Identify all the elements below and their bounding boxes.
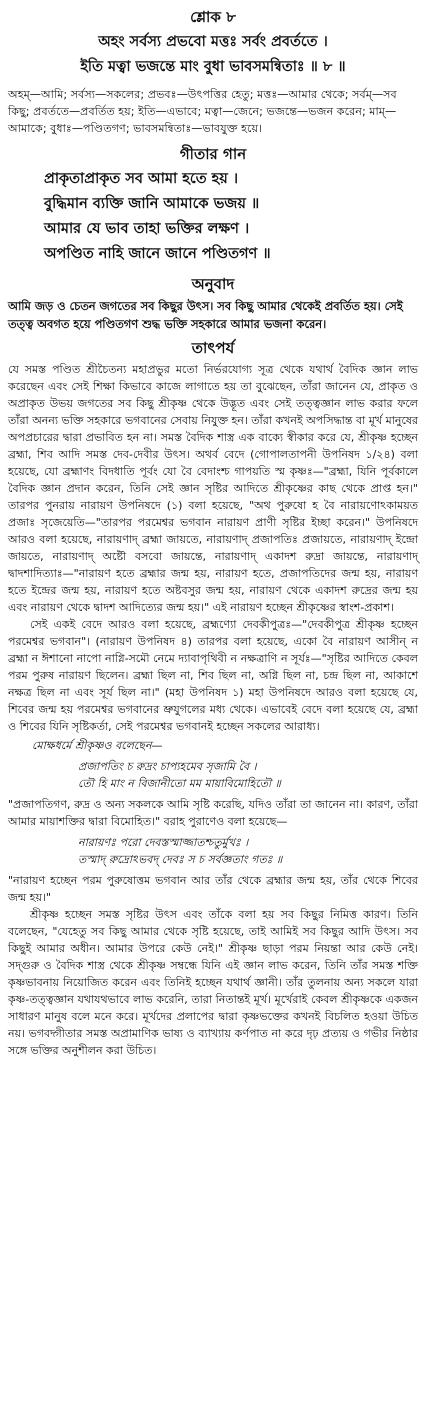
- purport-paragraph: "প্রজাপতিগণ, রুদ্র ও অন্য সকলকে আমি সৃষ্টি করেছি, যদিও তাঁরা তা জানেন না। কারণ, তাঁরা আমার মায়াশক্তির দ্বারা বিমোহিত।" বরাহ পুরাণেও বলা হয়েছে—: [8, 798, 418, 828]
- song-line: আমার যে ভাব তাহা ভক্তির লক্ষণ ।: [44, 221, 250, 237]
- quote-line: তৌ হি মাং ন বিজানীতো মম মায়াবিমোহিতৌ ॥: [78, 777, 281, 790]
- song-line: প্রাকৃতাপ্রাকৃত সব আমা হতে হয় ।: [44, 171, 239, 187]
- sanskrit-quote: [78, 834, 418, 868]
- translation-text: আমি জড় ও চেতন জগতের সব কিছুর উৎস। সব কিছু আমার থেকেই প্রবর্তিত হয়। সেই তত্ত্ব অবগত হয়ে পণ্ডিতগণ শুদ্ধ ভক্তি সহকারে আমার ভজনা করেন।: [8, 299, 403, 331]
- purport-paragraph: সেই একই বেদে আরও বলা হয়েছে, ব্রহ্মণ্যো দেবকীপুত্রঃ—"দেবকীপুত্র শ্রীকৃষ্ণ হচ্ছেন পরমেশ্বর ভগবান"। (নারায়ণ উপনিষদ ৪) তারপর বলা হয়েছে, একো বৈ নারায়ণ আসীন্ ন ব্রহ্মা ন ঈশানো নাপো নাগ্নি-সমৌ নেমে দ্যাবাপৃথিবী ন নক্ষত্রাণি ন সূর্যঃ—"সৃষ্টির আদিতে কেবল পরম পুরুষ নারায়ণ ছিলেন। ব্রহ্মা ছিল না, শিব ছিল না, অগ্নি ছিল না, চন্দ্র ছিল না, আকাশে নক্ষত্র ছিল না এবং সূর্য ছিল না।" (মহা উপনিষদ ১) মহা উপনিষদে আরও বলা হয়েছে যে, শিবের জন্ম হয় পরমেশ্বর ভগবানের ভ্রুযুগলের মধ্য থেকে। এভাবেই বেদে বলা হয়েছে যে, ব্রহ্মা ও শিবের যিনি সৃষ্টিকর্তা, সেই পরমেশ্বর ভগবানই হচ্ছেন সকলের আরাধ্য।: [8, 618, 418, 733]
- purport-paragraph: যে সমস্ত পণ্ডিত শ্রীচৈতন্য মহাপ্রভুর মতো নির্ভরযোগ্য সূত্র থেকে যথার্থ বৈদিক জ্ঞান লাভ করেছেন এবং সেই শিক্ষা কিভাবে কাজে লাগাতে হয় তা বুঝেছেন, তাঁরা জানেন যে, প্রাকৃত ও অপ্রাকৃত উভয় জগতের সব কিছু শ্রীকৃষ্ণ থেকে উদ্ভূত এবং সেই তত্ত্বজ্ঞান লাভ করার ফলে তাঁরা অনন্য ভক্তি সহকারে ভগবানের সেবায় নিযুক্ত হন। তাঁরা কখনই অপসিদ্ধান্ত বা মূর্খ মানুষের অপপ্রচারের দ্বারা প্রভাবিত হন না। সমস্ত বৈদিক শাস্ত্র এক বাক্যে স্বীকার করে যে, শ্রীকৃষ্ণ হচ্ছেন ব্রহ্মা, শিব আদি সমস্ত দেব-দেবীর উৎস। অথর্ব বেদে (গোপালতাপনী উপনিষদ ১/২৪) বলা হয়েছে, যো ব্রহ্মাণং বিদধাতি পূর্বং যো বৈ বেদাংশ্চ গাপয়তি স্ম কৃষ্ণঃ—"ব্রহ্মা, যিনি পূর্বকালে বৈদিক জ্ঞান প্রদান করেন, তিনি সেই জ্ঞান সৃষ্টির আদিতে শ্রীকৃষ্ণের কাছ থেকে প্রাপ্ত হন।" তারপর পুনরায় নারায়ণ উপনিষদে (১) বলা হয়েছে, "অথ পুরুষো হ বৈ নারায়ণোঽকাময়ত প্রজাঃ সৃজেয়েতি—"তারপর পরমেশ্বর ভগবান নারায়ণ প্রাণী সৃষ্টির ইচ্ছা করেন।" উপনিষদে আরও বলা হয়েছে, নারায়ণাদ্ ব্রহ্মা জায়তে, নারায়ণাদ্ প্রজাপতিঃ প্রজায়তে, নারায়ণাদ্ ইন্দ্রো জায়তে, নারায়ণাদ্ অষ্টৌ বসবো জায়ন্তে, নারায়ণাদ্ একাদশ রুদ্রা জায়ন্তে, নারায়ণাদ্ দ্বাদশাদিত্যাঃ—"নারায়ণ হতে ব্রহ্মার জন্ম হয়, নারায়ণ হতে, প্রজাপতিদের জন্ম হয়, নারায়ণ হতে ইন্দ্রের জন্ম হয়, নারায়ণ হতে অষ্টবসুর জন্ম হয়, নারায়ণ থেকে একাদশ রুদ্রের জন্ম হয় এবং নারায়ণ থেকে দ্বাদশ আদিত্যের জন্ম হয়।" এই নারায়ণ হচ্ছেন শ্রীকৃষ্ণের স্বাংশ-প্রকাশ।: [8, 363, 418, 614]
- verse-line: ইতি মত্বা ভজন্তে মাং বুধা ভাবসমন্বিতাঃ ॥ ৮ ॥: [80, 59, 346, 75]
- quote-line: নারায়ণঃ পরো দেবস্তস্মাজ্জাতশ্চতুর্মুখঃ ।: [78, 836, 249, 849]
- sanskrit-verse: [8, 30, 418, 80]
- verse-line: অহং সর্বস্য প্রভবো মত্তঃ সর্বং প্রবর্ততে ।: [98, 34, 328, 50]
- verse-number-title: শ্লোক ৮: [190, 8, 236, 26]
- word-meanings: অহম্—আমি; সর্বস্য—সকলের; প্রভবঃ—উৎপত্তির হেতু; মত্তঃ—আমার থেকে; সর্বম্—সব কিছু; প্রবর্ততে—প্রবর্তিত হয়; ইতি—এভাবে; মত্বা—জেনে; ভজন্তে—ভজন করেন; মাম্—আমাকে; বুধাঃ—পণ্ডিতগণ; ভাবসমন্বিতাঃ—ভাবযুক্ত হয়ে।: [8, 88, 397, 135]
- purport-body: [8, 361, 418, 1059]
- purport-paragraph: শ্রীকৃষ্ণ হচ্ছেন সমস্ত সৃষ্টির উৎস এবং তাঁকে বলা হয় সব কিছুর নিমিত্ত কারণ। তিনি বলেছেন, "যেহেতু সব কিছু আমার থেকে সৃষ্টি হয়েছে, তাই আমিই সব কিছুর আদি উৎস। সব কিছুই আমার অধীন। আমার উপরে কেউ নেই।" শ্রীকৃষ্ণ ছাড়া পরম নিয়ন্তা আর কেউ নেই। সদ্গুরু ও বৈদিক শাস্ত্র থেকে শ্রীকৃষ্ণ সম্বন্ধে যিনি এই জ্ঞান লাভ করেন, তিনি তাঁর সমস্ত শক্তি কৃষ্ণভাবনায় নিয়োজিত করেন এবং তিনিই হচ্ছেন যথার্থ জ্ঞানী। তাঁর তুলনায় অন্য সকলে যারা কৃষ্ণ-তত্ত্বজ্ঞান যথাযথভাবে লাভ করেনি, তারা নিতান্তই মূর্খ। মূর্খেরাই কেবল শ্রীকৃষ্ণকে একজন সাধারণ মানুষ বলে মনে করে। মূর্খদের প্রলাপের দ্বারা কৃষ্ণভক্তের কখনই বিচলিত হওয়া উচিত নয়। ভগবদ্গীতার সমস্ত অপ্রামাণিক ভাষ্য ও ব্যাখ্যায় কর্ণপাত না করে দৃঢ় প্রত্যয় ও গভীর নিষ্ঠার সঙ্গে ভক্তির অনুশীলন করা উচিত।: [8, 908, 418, 1057]
- quote-lead: মোক্ষধর্মে শ্রীকৃষ্ণও বলেছেন—: [32, 739, 163, 752]
- song-line: অপণ্ডিত নাহি জানে জানে পণ্ডিতগণ ॥: [44, 246, 271, 262]
- purport-heading: তাৎপর্য: [191, 339, 235, 357]
- song-heading: গীতার গান: [179, 145, 247, 163]
- purport-paragraph: "নারায়ণ হচ্ছেন পরম পুরুষোত্তম ভগবান আর তাঁর থেকে ব্রহ্মার জন্ম হয়, তাঁর থেকে শিবের জন্ম হয়।": [8, 874, 418, 904]
- quote-line: তস্মাদ্ রুদ্রোঽভবদ্ দেবঃ স চ সর্বজ্ঞতাং গতঃ ॥: [78, 853, 283, 866]
- sanskrit-quote: [78, 758, 418, 792]
- song-lines: [8, 167, 418, 267]
- song-line: বুদ্ধিমান ব্যক্তি জানি আমাকে ভজয় ॥: [44, 196, 260, 212]
- quote-line: প্রজাপতিং চ রুদ্রং চাপ্যহমেব সৃজামি বৈ ।: [78, 760, 257, 773]
- translation-heading: অনুবাদ: [191, 275, 235, 293]
